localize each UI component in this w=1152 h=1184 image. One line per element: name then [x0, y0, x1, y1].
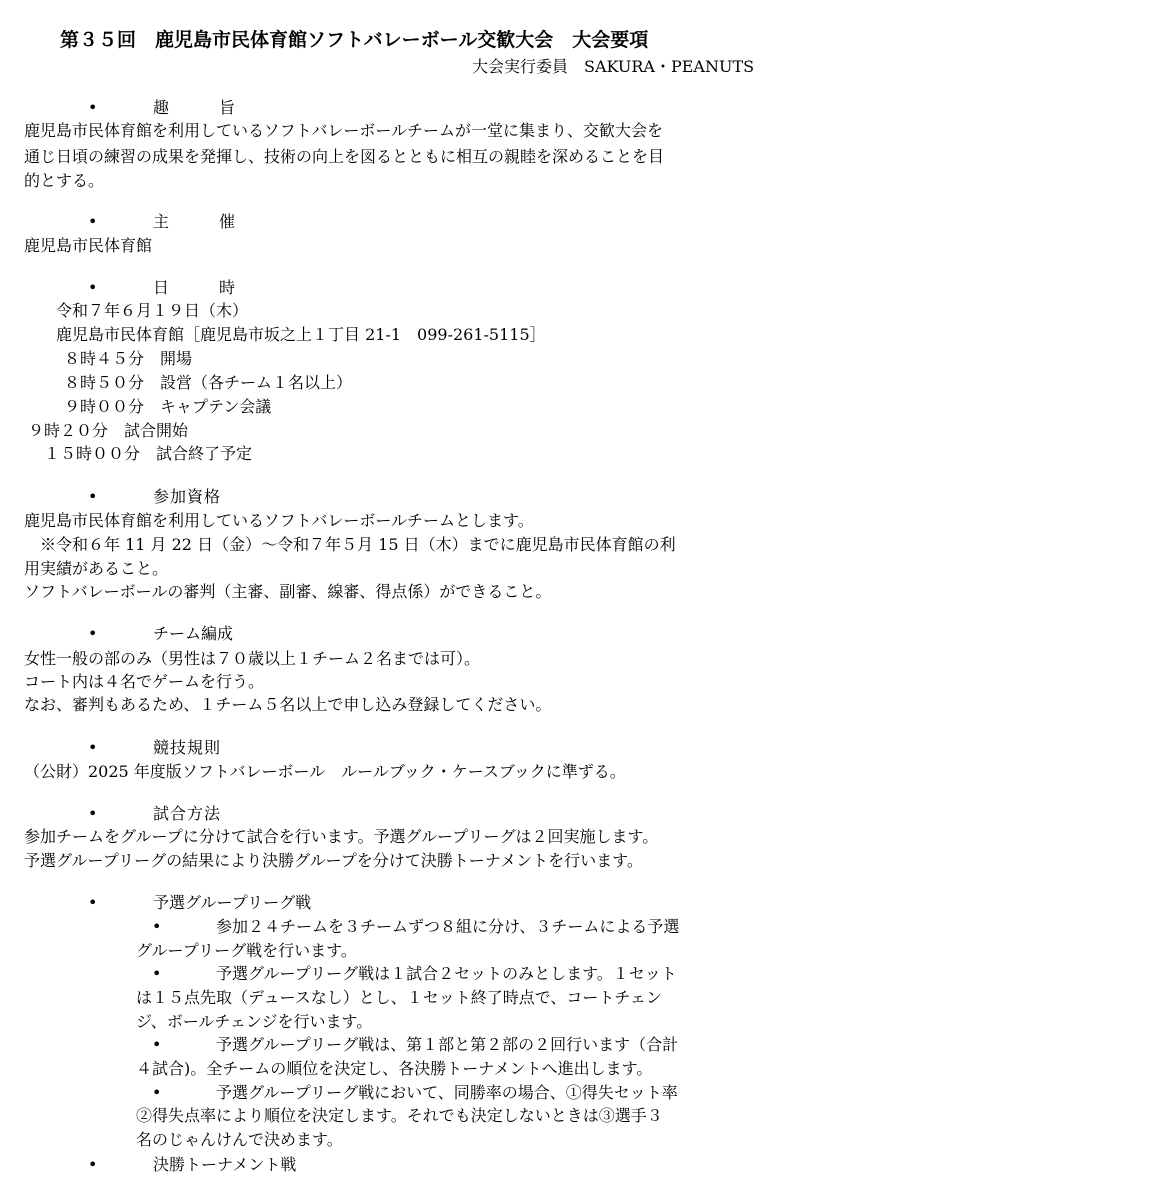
datetime-line: ８時４５分 開場: [64, 349, 193, 368]
prelim-item-line: グループリーグ戦を行います。: [136, 941, 357, 960]
eligibility-line: 用実績があること。: [24, 559, 169, 578]
method-line: 予選グループリーグの結果により決勝グループを分けて決勝トーナメントを行います。: [24, 851, 643, 870]
bullet: •: [88, 98, 98, 117]
eligibility-line: ソフトバレーボールの審判（主審、副審、線審、得点係）ができること。: [24, 582, 552, 601]
prelim-item-line: ４試合)。全チームの順位を決定し、各決勝トーナメントへ進出します。: [136, 1059, 653, 1078]
section-heading-eligibility: 参加資格: [153, 487, 222, 506]
bullet: •: [88, 212, 98, 231]
datetime-line: 鹿児島市民体育館［鹿児島市坂之上１丁目 21-1 099-261-5115］: [56, 325, 546, 344]
prelim-item-line: ②得失点率により順位を決定します。それでも決定しないときは③選手３: [136, 1106, 663, 1125]
bullet: •: [88, 1155, 98, 1174]
sub-bullet: •: [152, 964, 162, 983]
datetime-line: 令和７年６月１９日（木）: [56, 301, 249, 320]
section-heading-purpose: 趣 旨: [153, 98, 242, 117]
purpose-line: 鹿児島市民体育館を利用しているソフトバレーボールチームが一堂に集まり、交歓大会を: [24, 121, 664, 140]
section-heading-method: 試合方法: [153, 804, 222, 823]
eligibility-line: ※令和６年 11 月 22 日（金）～令和７年５月 15 日（木）までに鹿児島市民体育館の利: [40, 535, 676, 554]
datetime-line: １５時００分 試合終了予定: [44, 444, 253, 463]
team-line: 女性一般の部のみ（男性は７０歳以上１チーム２名までは可）。: [24, 649, 481, 668]
team-line: コート内は４名でゲームを行う。: [24, 672, 265, 691]
prelim-item-line: は１５点先取（デュースなし）とし、１セット終了時点で、コートチェン: [136, 988, 662, 1007]
section-heading-organizer: 主 催: [153, 212, 242, 231]
organizer-line: 鹿児島市民体育館: [24, 236, 153, 255]
sub-bullet: •: [152, 917, 162, 936]
committee-credit: 大会実行委員 SAKURA・PEANUTS: [472, 57, 755, 76]
section-heading-prelim: 予選グループリーグ戦: [153, 893, 312, 912]
sub-bullet: •: [152, 1083, 162, 1102]
prelim-item-line: 予選グループリーグ戦において、同勝率の場合、①得失セット率: [216, 1083, 678, 1102]
bullet: •: [88, 487, 98, 506]
datetime-line: ９時２０分 試合開始: [28, 421, 189, 440]
prelim-item-line: 予選グループリーグ戦は、第１部と第２部の２回行います（合計: [216, 1035, 679, 1054]
prelim-item-line: 名のじゃんけんで決めます。: [136, 1130, 343, 1149]
purpose-line: 通じ日頃の練習の成果を発揮し、技術の向上を図るとともに相互の親睦を深めることを目: [24, 147, 665, 166]
bullet: •: [88, 804, 98, 823]
datetime-line: ８時５０分 設営（各チーム１名以上）: [64, 373, 353, 392]
section-heading-rules: 競技規則: [153, 738, 222, 757]
section-heading-team: チーム編成: [153, 624, 234, 643]
bullet: •: [88, 738, 98, 757]
page-title: 第３５回 鹿児島市民体育館ソフトバレーボール交歓大会 大会要項: [60, 29, 649, 51]
section-heading-final: 決勝トーナメント戦: [153, 1155, 297, 1174]
prelim-item-line: 予選グループリーグ戦は１試合２セットのみとします。１セット: [216, 964, 677, 983]
section-heading-datetime: 日 時: [153, 278, 242, 297]
datetime-line: ９時００分 キャプテン会議: [64, 397, 272, 416]
bullet: •: [88, 624, 98, 643]
eligibility-line: 鹿児島市民体育館を利用しているソフトバレーボールチームとします。: [24, 511, 534, 530]
prelim-item-line: 参加２４チームを３チームずつ８組に分け、３チームによる予選: [216, 917, 680, 936]
sub-bullet: •: [152, 1035, 162, 1054]
prelim-item-line: ジ、ボールチェンジを行います。: [136, 1012, 373, 1031]
bullet: •: [88, 278, 98, 297]
bullet: •: [88, 893, 98, 912]
team-line: なお、審判もあるため、１チーム５名以上で申し込み登録してください。: [24, 695, 552, 714]
method-line: 参加チームをグループに分けて試合を行います。予選グループリーグは２回実施します。: [24, 827, 659, 846]
rules-line: （公財）2025 年度版ソフトバレーボール ルールブック・ケースブックに準ずる。: [24, 762, 626, 781]
purpose-line: 的とする。: [24, 171, 105, 190]
